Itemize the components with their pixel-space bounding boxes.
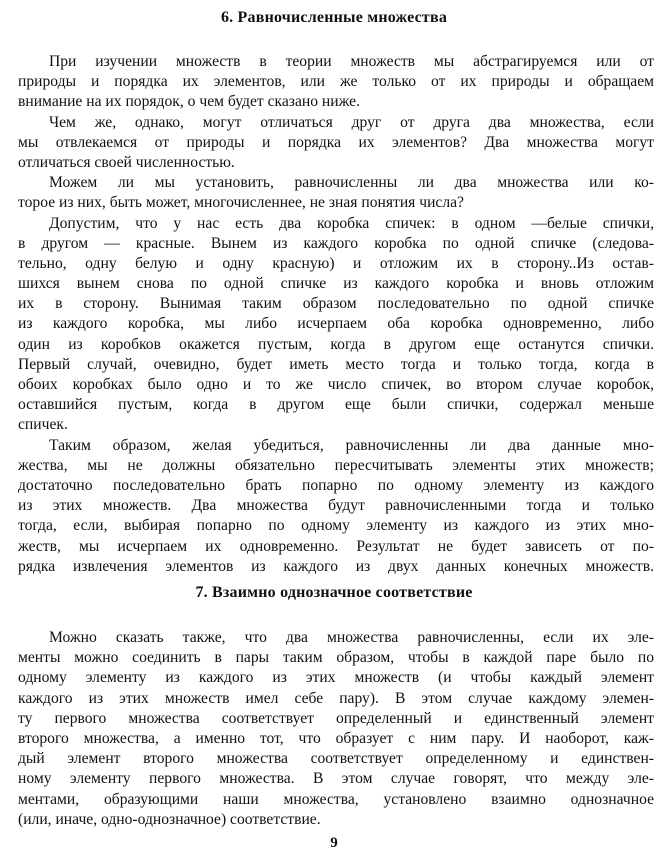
text-line: природы и порядка их элементов, или же только от их природы и обращаем xyxy=(18,73,654,91)
text-line: менты можно соединить в пары таким образом, чтобы в каждой паре было по xyxy=(18,649,654,667)
text-line: Таким образом, желая убедиться, равночисленны ли два данные мно- xyxy=(49,436,654,454)
text-line: (или, иначе, одно-однозначное) соответствие. xyxy=(18,810,321,828)
text-line: из каждого коробка, мы либо исчерпаем оба коробка одновременно, либо xyxy=(18,315,654,333)
text-line: ному элементу первого множества. В этом случае говорят, что между эле- xyxy=(18,770,654,788)
text-line: ментами, образующими наши множества, установлено взаимно однозначное xyxy=(18,790,654,808)
text-line: одному элементу из каждого из этих множеств (и чтобы каждый элемент xyxy=(18,669,654,687)
text-line: второго множества, а именно тот, что образует с ним пару. И наоборот, каж- xyxy=(18,729,654,747)
section-heading-7: 7. Взаимно однозначное соответствие xyxy=(195,584,473,601)
text-line: дый элемент второго множества соответствует определенному и единствен- xyxy=(18,750,654,768)
text-line: обоих коробках было одно и то же число спичек, во втором случае коробок, xyxy=(18,376,654,393)
text-line: оставшийся пустым, когда в другом еще были спички, содержал меньше xyxy=(18,396,654,414)
text-line: внимание на их порядок, о чем будет сказано ниже. xyxy=(18,93,360,111)
text-line: рядка извлечения элементов из каждого из двух данных конечных множеств. xyxy=(18,557,654,575)
text-line: один из коробков окажется пустым, когда в другом еще останутся спички. xyxy=(18,335,654,353)
section-6-text xyxy=(18,52,654,577)
text-line: их в сторону. Вынимая таким образом последовательно по одной спичке xyxy=(18,295,654,313)
text-line: в другом — красные. Вынем из каждого коробка по одной спичке (следова- xyxy=(18,234,654,252)
text-line: Первый случай, очевидно, будет иметь место тогда и только тогда, когда в xyxy=(18,355,654,373)
section-7-text xyxy=(18,628,654,830)
text-line: достаточно последовательно брать попарно по одному элементу из каждого xyxy=(18,476,654,494)
text-line: жеств, мы исчерпаем их одновременно. Результат не будет зависеть от по- xyxy=(18,537,654,555)
text-line: каждого из этих множеств имел себе пару). В этом случае каждому элемен- xyxy=(18,689,654,707)
text-line: Можем ли мы установить, равночисленны ли два множества или ко- xyxy=(49,174,654,192)
text-line: При изучении множеств в теории множеств мы абстрагируемся или от xyxy=(49,53,654,70)
text-line: из этих множеств. Два множества будут равночисленными тогда и только xyxy=(18,497,654,515)
text-line: тогда, если, выбирая попарно по одному элементу из каждого из этих мно- xyxy=(18,517,654,535)
text-line: Чем же, однако, могут отличаться друг от друга два множества, если xyxy=(49,113,654,131)
text-line: торое из них, быть может, многочисленнее, не зная понятия числа? xyxy=(18,194,464,212)
text-line: спичек. xyxy=(18,416,68,434)
text-line: Допустим, что у нас есть два коробка спичек: в одном —белые спички, xyxy=(49,214,654,232)
text-line: шихся вынем снова по одной спичке из каждого коробка и вновь отложим xyxy=(18,275,654,293)
page-number: 9 xyxy=(330,835,338,851)
text-line: жества, мы не должны обязательно пересчитывать элементы этих множеств; xyxy=(18,456,654,474)
section-heading-6: 6. Равночисленные множества xyxy=(220,9,448,26)
text-line: отличаться своей численностью. xyxy=(18,153,235,171)
text-line: ту первого множества соответствует определенный и единственный элемент xyxy=(18,709,654,727)
text-line: мы отвлекаемся от природы и порядка их элементов? Два множества могут xyxy=(18,133,654,151)
text-line: тельно, одну белую и одну красную) и отложим их в сторону..Из остав- xyxy=(18,254,654,272)
text-line: Можно сказать также, что два множества равночисленны, если их эле- xyxy=(49,629,654,646)
